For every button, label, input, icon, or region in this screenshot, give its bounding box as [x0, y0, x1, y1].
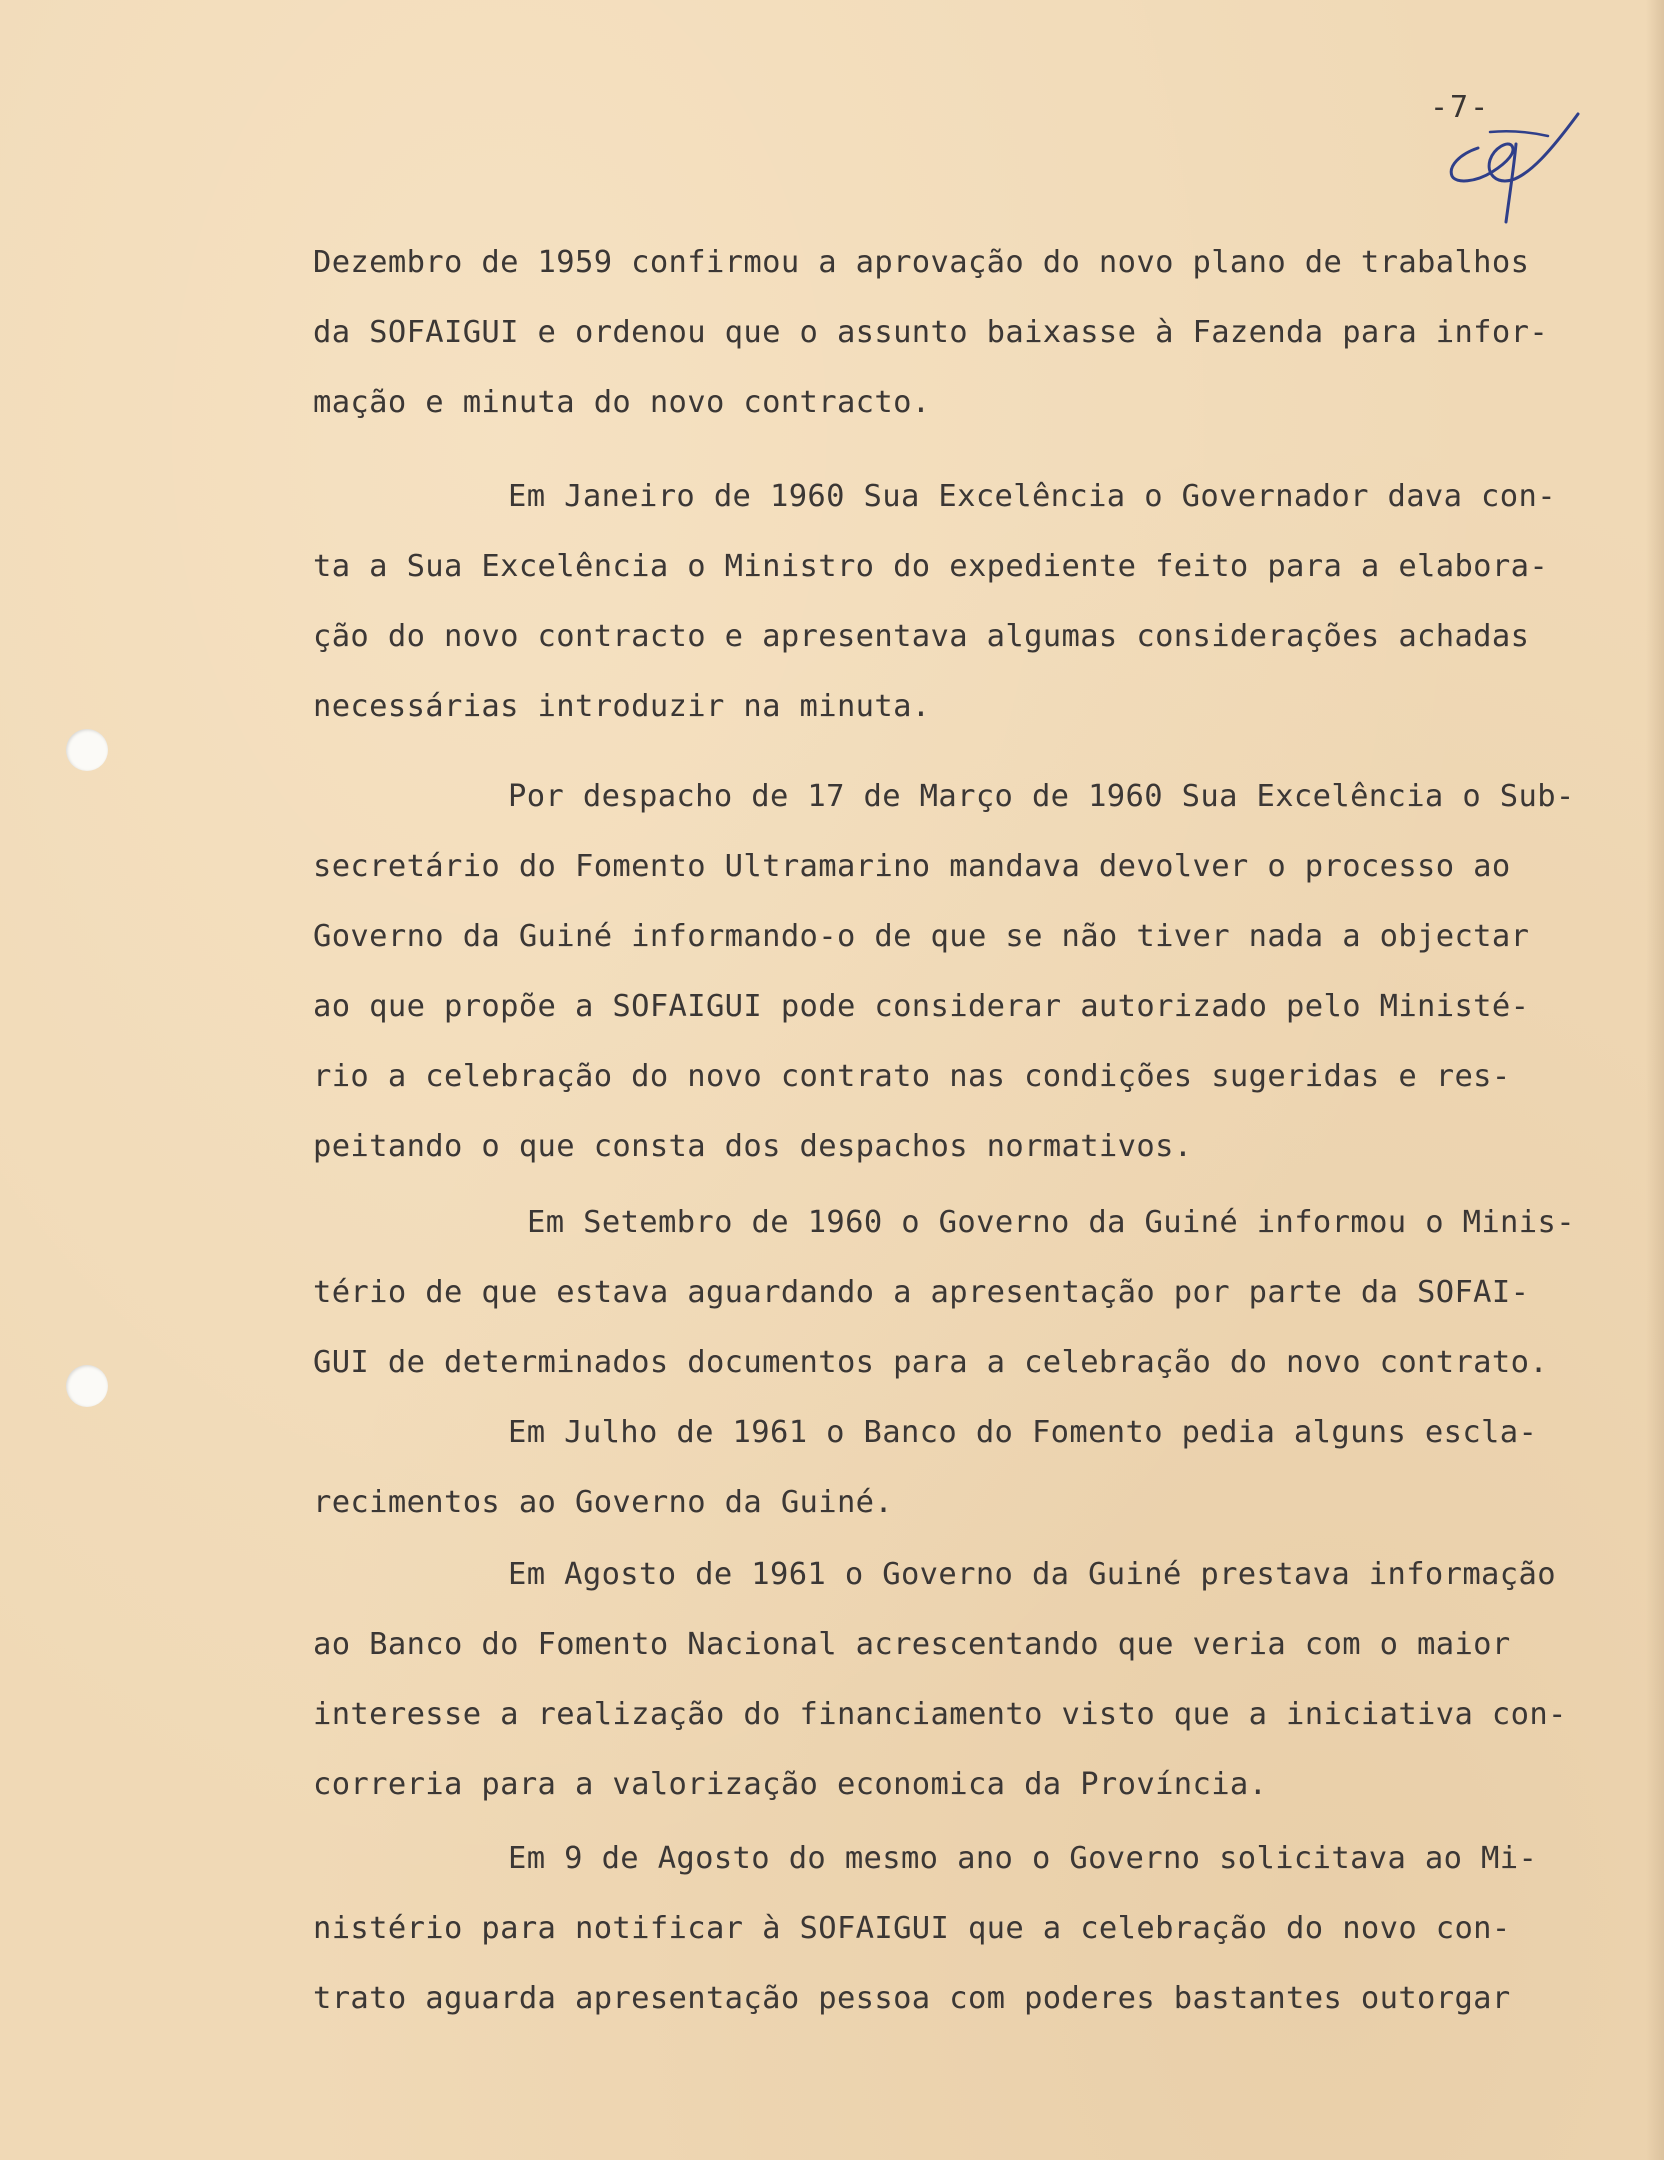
text-line: rio a celebração do novo contrato nas condições sugeridas e res- [313, 1059, 1511, 1094]
text-line: Por despacho de 17 de Março de 1960 Sua Excelência o Sub- [508, 779, 1575, 814]
text-line: Em Julho de 1961 o Banco do Fomento pedia alguns escla- [508, 1415, 1538, 1450]
text-line: ta a Sua Excelência o Ministro do expediente feito para a elabora- [313, 549, 1549, 584]
paper-edge [1646, 0, 1664, 2160]
text-line: tério de que estava aguardando a apresentação por parte da SOFAI- [313, 1275, 1530, 1310]
text-line: Em Agosto de 1961 o Governo da Guiné prestava informação [508, 1557, 1556, 1592]
text-line: ao que propõe a SOFAIGUI pode considerar autorizado pelo Ministé- [313, 989, 1530, 1024]
text-line: necessárias introduzir na minuta. [313, 689, 931, 724]
text-line: recimentos ao Governo da Guiné. [313, 1485, 894, 1520]
punch-hole-top [66, 729, 108, 771]
text-line: Dezembro de 1959 confirmou a aprovação do novo plano de trabalhos [313, 245, 1530, 280]
text-line: Em Janeiro de 1960 Sua Excelência o Governador dava con- [508, 479, 1556, 514]
text-line: GUI de determinados documentos para a celebração do novo contrato. [313, 1345, 1549, 1380]
text-line: trato aguarda apresentação pessoa com poderes bastantes outorgar [313, 1981, 1511, 2016]
text-line: ção do novo contracto e apresentava algumas considerações achadas [313, 619, 1530, 654]
text-line: mação e minuta do novo contracto. [313, 385, 931, 420]
text-line: Em 9 de Agosto do mesmo ano o Governo solicitava ao Mi- [508, 1841, 1538, 1876]
text-line: secretário do Fomento Ultramarino mandava devolver o processo ao [313, 849, 1511, 884]
handwritten-signature [1420, 92, 1590, 227]
punch-hole-bottom [66, 1365, 108, 1407]
text-line: nistério para notificar à SOFAIGUI que a celebração do novo con- [313, 1911, 1511, 1946]
text-line: Governo da Guiné informando-o de que se não tiver nada a objectar [313, 919, 1530, 954]
text-line: ao Banco do Fomento Nacional acrescentando que veria com o maior [313, 1627, 1511, 1662]
text-line: interesse a realização do financiamento visto que a iniciativa con- [313, 1697, 1567, 1732]
page-number: -7- [1430, 90, 1491, 125]
text-line: da SOFAIGUI e ordenou que o assunto baixasse à Fazenda para infor- [313, 315, 1549, 350]
text-line: correria para a valorização economica da Província. [313, 1767, 1268, 1802]
text-line: Em Setembro de 1960 o Governo da Guiné informou o Minis- [527, 1205, 1575, 1240]
text-line: peitando o que consta dos despachos normativos. [313, 1129, 1193, 1164]
